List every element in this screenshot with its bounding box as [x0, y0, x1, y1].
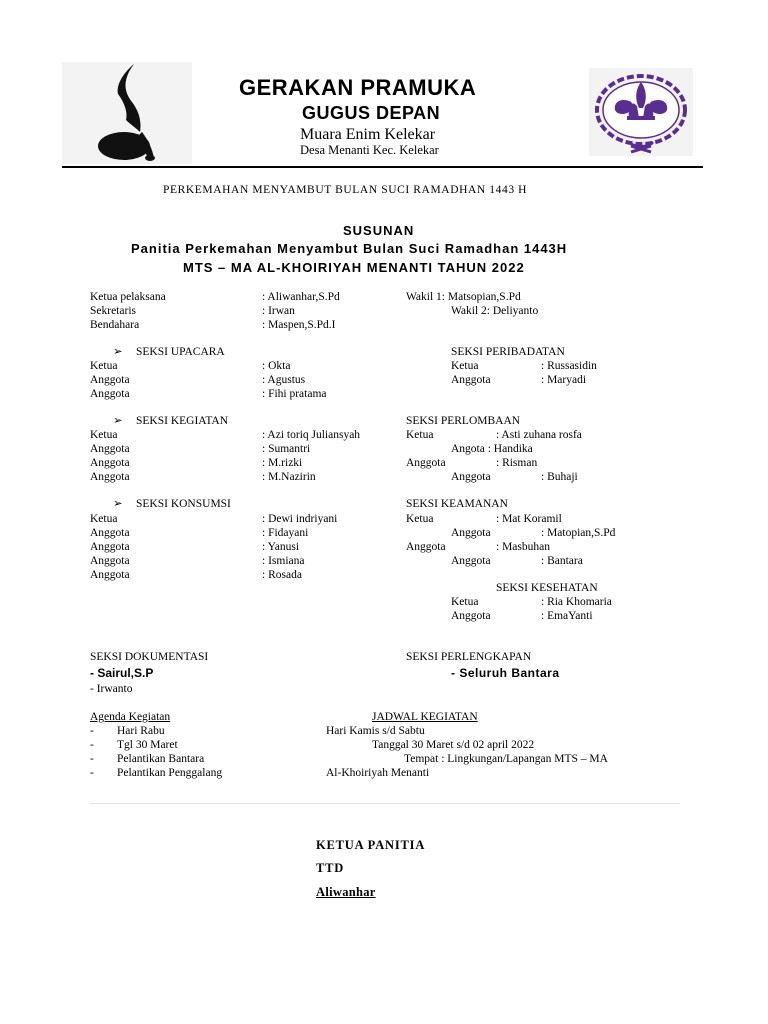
agenda-dash: -	[90, 753, 94, 765]
wakil-1: Wakil 1: Matsopian,S.Pd	[406, 291, 521, 303]
upacara-title: SEKSI UPACARA	[136, 346, 225, 358]
keamanan-anggota1-label: Anggota	[451, 527, 491, 539]
bendahara-label: Bendahara	[90, 319, 140, 331]
kesehatan-ketua-label: Ketua	[451, 596, 479, 608]
konsumsi-row-label: Ketua	[90, 513, 118, 525]
perlombaan-anggota-value: : Risman	[496, 457, 538, 469]
upacara-row-value: : Fihi pratama	[262, 388, 327, 400]
jadwal-line: Tempat : Lingkungan/Lapangan MTS – MA	[404, 753, 608, 765]
sekretaris-label: Sekretaris	[90, 305, 136, 317]
upacara-row-label: Ketua	[90, 360, 118, 372]
agenda-dash: -	[90, 725, 94, 737]
agenda-dash: -	[90, 767, 94, 779]
keamanan-anggota3-label: Anggota	[451, 555, 491, 567]
village-name: Desa Menanti Kec. Kelekar	[300, 143, 439, 157]
perlombaan-anggota2-label: Anggota	[451, 471, 491, 483]
kegiatan-row-label: Anggota	[90, 443, 130, 455]
kesehatan-title: SEKSI KESEHATAN	[496, 582, 598, 594]
gugus-title: GUGUS DEPAN	[302, 103, 441, 123]
peribadatan-row-value: : Russasidin	[541, 360, 597, 372]
ketua-value: : Aliwanhar,S.Pd	[262, 291, 340, 303]
konsumsi-row-value: : Yanusi	[262, 541, 300, 553]
dokumentasi-title: SEKSI DOKUMENTASI	[90, 651, 209, 663]
keamanan-ketua-value: : Mat Koramil	[496, 513, 562, 525]
jadwal-line: Al-Khoiriyah Menanti	[326, 767, 430, 779]
perlombaan-anggota-label: Anggota	[406, 457, 446, 469]
kegiatan-row-label: Anggota	[90, 471, 130, 483]
konsumsi-row-value: : Rosada	[262, 569, 302, 581]
kegiatan-title: SEKSI KEGIATAN	[136, 415, 229, 427]
footer-divider	[90, 803, 680, 804]
kegiatan-row-label: Anggota	[90, 457, 130, 469]
konsumsi-row-label: Anggota	[90, 541, 130, 553]
keamanan-anggota1-value: : Matopian,S.Pd	[541, 527, 616, 539]
bullet-icon: ➢	[113, 415, 123, 427]
keamanan-ketua-label: Ketua	[406, 513, 434, 525]
keamanan-title: SEKSI KEAMANAN	[406, 498, 508, 510]
konsumsi-title: SEKSI KONSUMSI	[136, 498, 231, 510]
bullet-icon: ➢	[113, 498, 123, 510]
jadwal-line: Hari Kamis s/d Sabtu	[326, 725, 425, 737]
bendahara-value: : Maspen,S.Pd.I	[262, 319, 336, 331]
upacara-row-value: : Okta	[262, 360, 291, 372]
kegiatan-row-value: : M.Nazirin	[262, 471, 316, 483]
perlombaan-title: SEKSI PERLOMBAAN	[406, 415, 521, 427]
keamanan-anggota2-value: : Masbuhan	[496, 541, 550, 553]
peribadatan-row-label: Anggota	[451, 374, 491, 386]
konsumsi-row-value: : Dewi indriyani	[262, 513, 338, 525]
kegiatan-row-value: : M.rizki	[262, 457, 303, 469]
perlombaan-angota: Angota : Handika	[451, 443, 533, 455]
perlombaan-ketua-label: Ketua	[406, 429, 434, 441]
kegiatan-row-value: : Azi toriq Juliansyah	[262, 429, 361, 441]
perlombaan-ketua-value: : Asti zuhana rosfa	[496, 429, 582, 441]
upacara-row-value: : Agustus	[262, 374, 306, 386]
wakil-2: Wakil 2: Deliyanto	[451, 305, 539, 317]
heading-susunan: SUSUNAN	[343, 223, 415, 238]
event-line: PERKEMAHAN MENYAMBUT BULAN SUCI RAMADHAN 1443 H	[163, 184, 528, 196]
upacara-row-label: Anggota	[90, 374, 130, 386]
kesehatan-anggota-value: : EmaYanti	[541, 610, 593, 622]
org-title: GERAKAN PRAMUKA	[239, 75, 477, 100]
signature-role: KETUA PANITIA	[316, 838, 426, 852]
tunas-kelapa-logo	[62, 62, 192, 164]
signature-name: Aliwanhar	[316, 885, 376, 899]
header-rule	[62, 166, 703, 168]
perlengkapan-member: - Seluruh Bantara	[451, 666, 560, 680]
kesehatan-ketua-value: : Ria Khomaria	[541, 596, 612, 608]
world-scout-emblem	[589, 68, 693, 156]
kesehatan-anggota-label: Anggota	[451, 610, 491, 622]
place-name: Muara Enim Kelekar	[300, 126, 436, 143]
keamanan-anggota2-label: Anggota	[406, 541, 446, 553]
jadwal-line: Tanggal 30 Maret s/d 02 april 2022	[372, 739, 535, 751]
agenda-item: Hari Rabu	[117, 725, 165, 737]
peribadatan-row-label: Ketua	[451, 360, 479, 372]
left-logo-box	[62, 62, 192, 164]
right-logo-box	[589, 68, 693, 156]
agenda-dash: -	[90, 739, 94, 751]
keamanan-anggota3-value: : Bantara	[541, 555, 583, 567]
agenda-title: Agenda Kegiatan	[90, 711, 171, 723]
konsumsi-row-label: Anggota	[90, 527, 130, 539]
agenda-item: Pelantikan Bantara	[117, 753, 205, 765]
upacara-row-label: Anggota	[90, 388, 130, 400]
agenda-item: Tgl 30 Maret	[117, 739, 178, 751]
agenda-item: Pelantikan Penggalang	[117, 767, 223, 779]
konsumsi-row-value: : Ismiana	[262, 555, 305, 567]
konsumsi-row-value: : Fidayani	[262, 527, 309, 539]
kegiatan-row-value: : Sumantri	[262, 443, 311, 455]
peribadatan-title: SEKSI PERIBADATAN	[451, 346, 565, 358]
jadwal-title: JADWAL KEGIATAN	[372, 711, 478, 723]
dokumentasi-member: - Sairul,S.P	[90, 666, 154, 680]
sekretaris-value: : Irwan	[262, 305, 295, 317]
ketua-label: Ketua pelaksana	[90, 291, 166, 303]
konsumsi-row-label: Anggota	[90, 555, 130, 567]
kegiatan-row-label: Ketua	[90, 429, 118, 441]
dokumentasi-member: - Irwanto	[90, 683, 133, 695]
konsumsi-row-label: Anggota	[90, 569, 130, 581]
perlombaan-anggota2-value: : Buhaji	[541, 471, 578, 483]
peribadatan-row-value: : Maryadi	[541, 374, 587, 386]
heading-school: MTS – MA AL-KHOIRIYAH MENANTI TAHUN 2022	[183, 260, 525, 275]
perlengkapan-title: SEKSI PERLENGKAPAN	[406, 651, 532, 663]
heading-panitia: Panitia Perkemahan Menyambut Bulan Suci Ramadhan 1443H	[131, 241, 568, 256]
signature-ttd: TTD	[316, 861, 345, 875]
bullet-icon: ➢	[113, 346, 123, 358]
